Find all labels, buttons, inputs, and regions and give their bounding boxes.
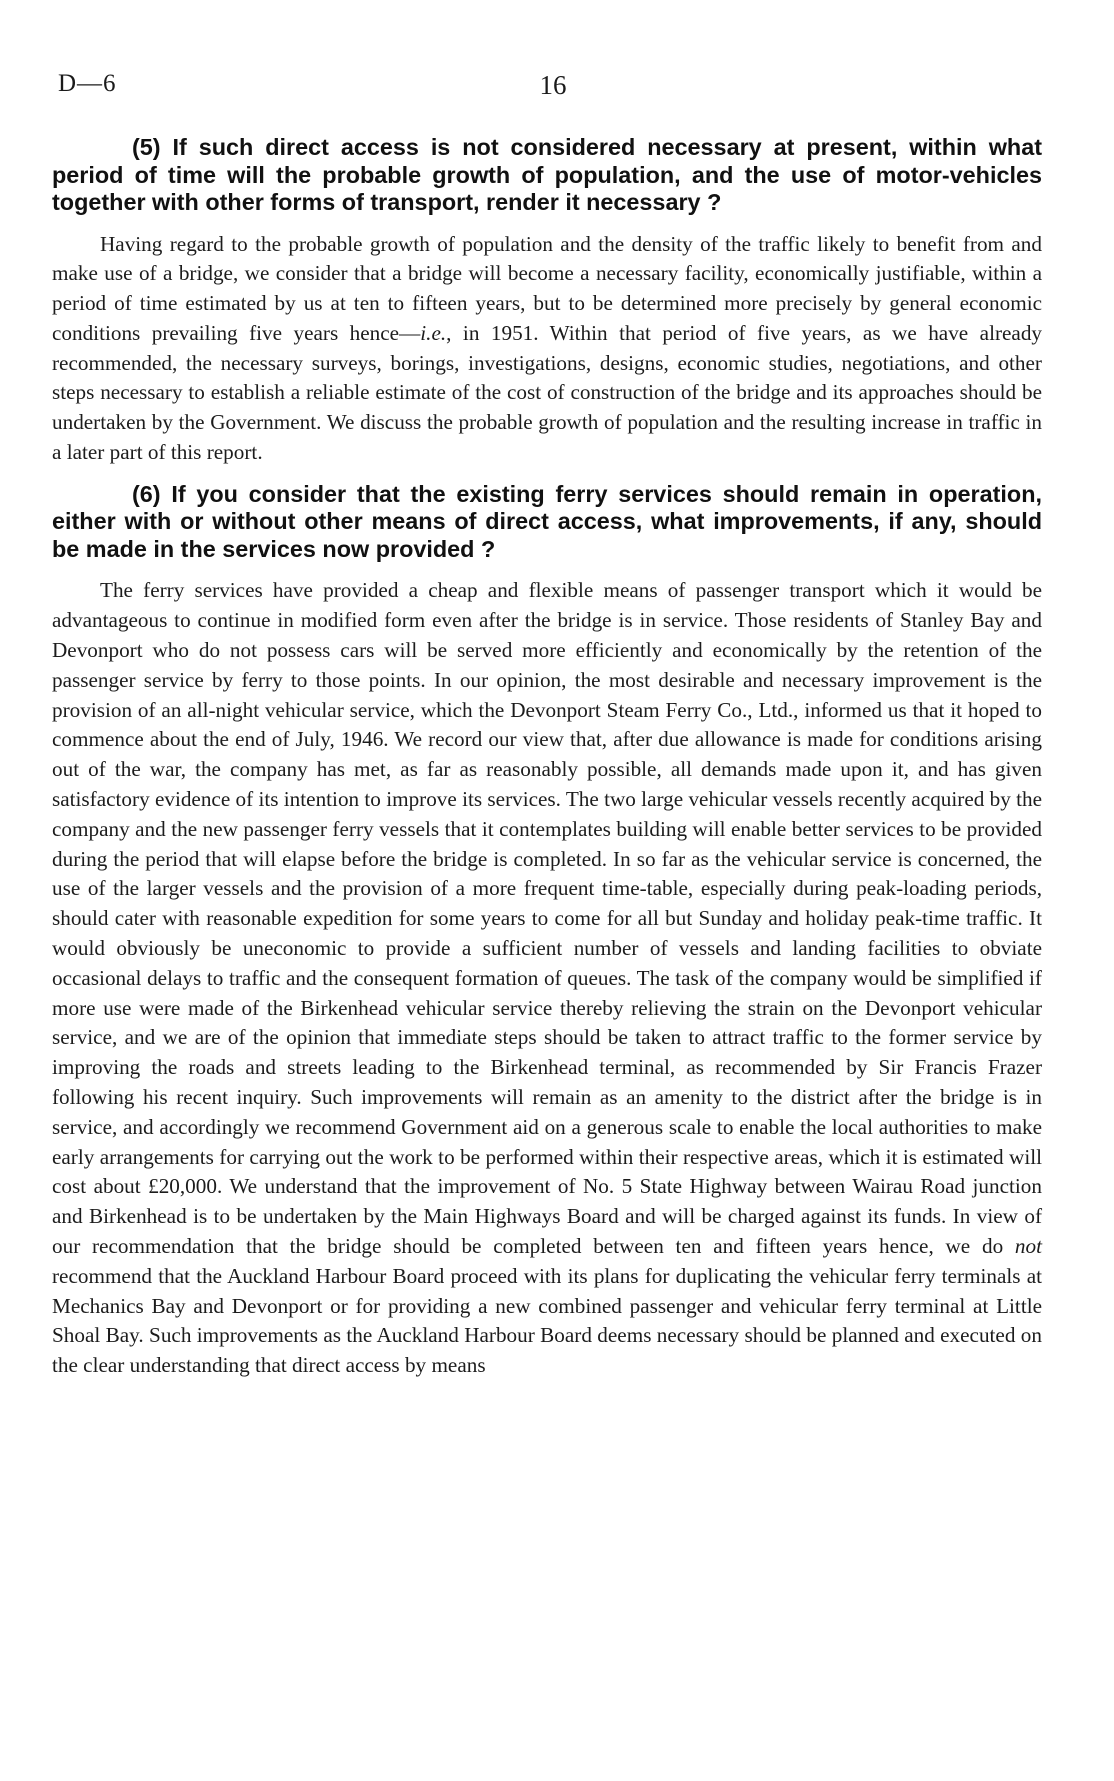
answer-text: The ferry services have provided a cheap and flexible means of passenger transport which it would be advantageous to continue in modified form even after the bridge is in service. Those residents of Stanley Bay and Devonport who do not possess cars will be served more efficiently and economically by the retention of the passenger service by ferry to those points. In our opinion, the most desirable and necessary improvement is the provision of an all-night vehicular service, which the Devonport Steam Ferry Co., Ltd., informed us that it hoped to commence about the end of July, 1946. We record our view that, after due allowance is made for conditions arising out of the war, the company has met, as far as reasonably possible, all demands made upon it, and has given satisfactory evidence of its intention to improve its services. The two large vehicular vessels recently acquired by the company and the new passenger ferry vessels that it contemplates building will enable better services to be provided during the period that will elapse before the bridge is completed. In so far as the vehicular service is concerned, the use of the larger vessels and the provision of a more frequent time-table, especially during peak-loading periods, should cater with reasonable expedition for some years to come for all but Sunday and holiday peak-time traffic. It would obviously be uneconomic to provide a sufficient number of vessels and landing facilities to obviate occasional delays to traffic and the consequent formation of queues. The task of the company would be simplified if more use were made of the Birkenhead vehicular service thereby relieving the strain on the Devonport vehicular service, and we are of the opinion that immediate steps should be taken to attract traffic to the former service by improving the roads and streets leading to the Birkenhead terminal, as recommended by Sir Francis Frazer following his recent inquiry. Such improvements will remain as an amenity to the district after the bridge is in service, and accordingly we recommend Government aid on a generous scale to enable the local authorities to make early arrangements for carrying out the work to be performed within their respective areas, which it is estimated will cost about £20,000. We understand that the improvement of No. 5 State Highway between Wairau Road junction and Birkenhead is to be undertaken by the Main Highways Board and will be charged against its funds. In view of our recommendation that the bridge should be completed between ten and fifteen years hence, we do bbox=[52, 578, 1043, 1258]
answer-paragraph bbox=[52, 576, 1042, 1381]
section-question-5 bbox=[52, 134, 1042, 468]
answer-italic-text: not bbox=[1014, 1233, 1042, 1258]
question-heading: (6) If you consider that the existing ferry services should remain in operation, either with or without other means of direct access, what improvements, if any, should be made in the services now provided ? bbox=[52, 480, 1042, 562]
answer-italic-text: i.e. bbox=[420, 320, 447, 345]
question-heading: (5) If such direct access is not considered necessary at present, within what period of time will the probable growth of population, and the use of motor-vehicles together with other forms of transport, render it necessary ? bbox=[52, 134, 1042, 215]
section-question-6 bbox=[52, 481, 1042, 1381]
page-header bbox=[58, 70, 1048, 110]
answer-text: Having regard to the probable growth of population and the density of the traffic likely to benefit from and make use of a bridge, we consider that a bridge will become a necessary facility, economically justifiable, within a period of time estimated by us at ten to fifteen years, but to be determined more precisely by general economic conditions prevailing five years hence— bbox=[52, 231, 1042, 345]
answer-text: , in 1951. Within that period of five years, as we have already recommended, the necessary surveys, borings, investigations, designs, economic studies, negotiations, and other steps necessary to establish a reliable estimate of the cost of construction of the bridge and its approaches should be undertaken by the Government. We discuss the probable growth of population and the resulting increase in traffic in a later part of this report. bbox=[52, 320, 1043, 465]
answer-paragraph bbox=[52, 230, 1042, 468]
answer-text: recommend that the Auckland Harbour Board proceed with its plans for duplicating the vehicular ferry terminals at Mechanics Bay and Devonport or for providing a new combined passenger and vehicular ferry terminal at Little Shoal Bay. Such improvements as the Auckland Harbour Board deems necessary should be planned and executed on the clear understanding that direct access by means bbox=[52, 1263, 1042, 1378]
page-number: 16 bbox=[539, 70, 567, 100]
document-reference: D—6 bbox=[58, 70, 117, 97]
page-body bbox=[52, 134, 1042, 1394]
